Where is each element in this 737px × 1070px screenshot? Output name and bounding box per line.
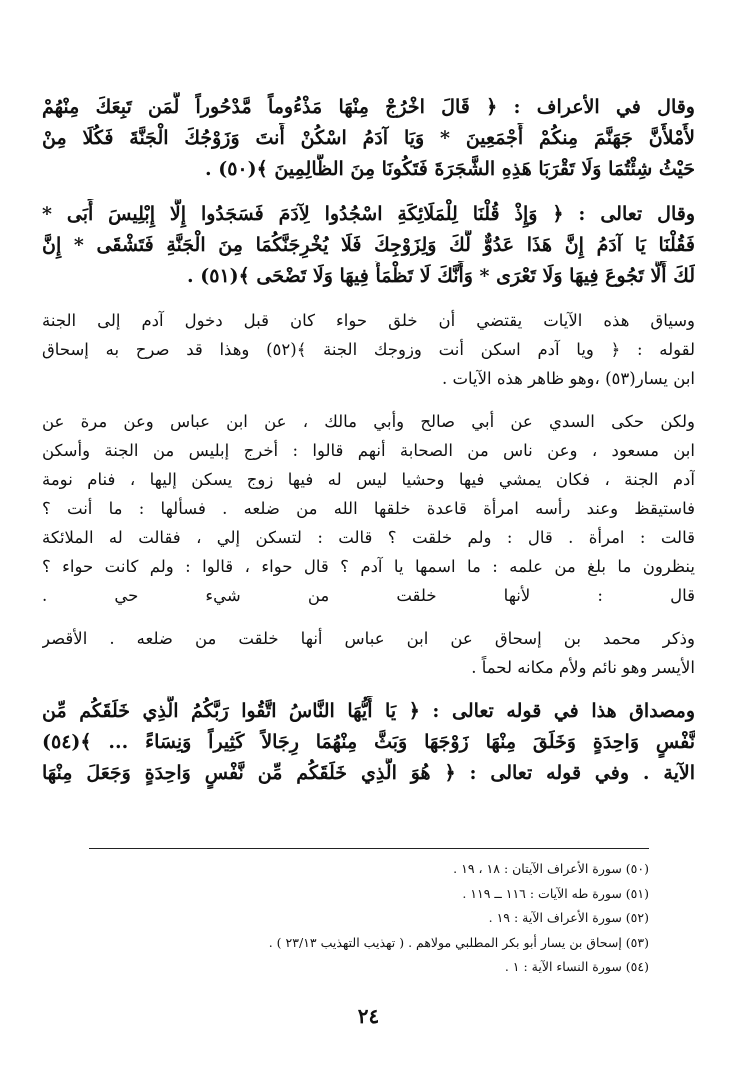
paragraph-context <box>42 306 695 393</box>
footnote: (٥١) سورة طه الآيات : ١١٦ ــ ١١٩ . <box>462 885 649 901</box>
paragraph-baqara <box>42 199 695 292</box>
footnote: (٥٢) سورة الأعراف الآية : ١٩ . <box>488 910 649 925</box>
text-line: الآية . وفي قوله تعالى : ﴿ هُوَ الَّذِي خَلَقَكُم مِّن نَّفْسٍ وَاحِدَةٍ وَجَعَلَ مِنْهَا <box>42 762 695 784</box>
text-line: ينظرون ما بلغ من علمه : ما اسمها يا آدم ؟ قال حواء ، قالوا : ولم كانت حواء ؟ <box>42 557 695 576</box>
text-line: ابن مسعود ، وعن ناس من الصحابة أنهم قالوا : أخرج إبليس من الجنة وأسكن <box>42 441 695 460</box>
paragraph-ibn-ishaq <box>42 624 695 682</box>
text-line: ابن يسار(٥٣) ،وهو ظاهر هذه الآيات . <box>441 369 695 388</box>
footnote: (٥٤) سورة النساء الآية : ١ . <box>504 959 649 974</box>
text-line: لَكَ أَلَّا تَجُوعَ فِيهَا وَلَا تَعْرَى * وَأَنَّكَ لَا تَظْمَأُ فِيهَا وَلَا تَضْحَى ﴾(٥١) . <box>187 265 695 287</box>
footnote: (٥٠) سورة الأعراف الآيتان : ١٨ ، ١٩ . <box>453 861 649 876</box>
text-line: حَيْثُ شِئْتُمَا وَلَا تَقْرَبَا هَذِهِ الشَّجَرَةَ فَتَكُونَا مِنَ الظَّالِمِينَ ﴾(٥٠) . <box>204 158 695 180</box>
text-line: وقال تعالى : ﴿ وَإِذْ قُلْنَا لِلْمَلَائِكَةِ اسْجُدُوا لِآدَمَ فَسَجَدُوا إِلَّا إِبْلِيسَ أَبَى * <box>42 203 695 225</box>
text-line: وقال في الأعراف : ﴿ قَالَ اخْرُجْ مِنْهَا مَذْءُوماً مَّدْحُوراً لَّمَن تَبِعَكَ مِنْهُمْ <box>42 96 695 118</box>
text-line: لقوله : ﴿ ويا آدم اسكن أنت وزوجك الجنة ﴾(٥٢) وهذا قد صرح به إسحاق <box>42 340 695 359</box>
footnote: (٥٣) إسحاق بن يسار أبو بكر المطلبي مولاهم . ( تهذيب التهذيب ٢٣/١٣ ) . <box>268 934 649 950</box>
paragraph-nisa <box>42 696 695 789</box>
text-line: لأَمْلأَنَّ جَهَنَّمَ مِنكُمْ أَجْمَعِينَ * وَيَا آدَمُ اسْكُنْ أَنتَ وَزَوْجُكَ الْجَنَّةَ فَكُلَا مِنْ <box>42 127 695 149</box>
paragraph-araf <box>42 92 695 185</box>
text-line: ولكن حكى السدي عن أبي صالح وأبي مالك ، عن ابن عباس وعن مرة عن <box>42 412 695 431</box>
text-line: ومصداق هذا في قوله تعالى : ﴿ يَا أَيُّهَا النَّاسُ اتَّقُوا رَبَّكُمُ الَّذِي خَلَقَكُم مِّن <box>42 700 695 722</box>
paragraph-suddi <box>42 407 695 610</box>
text-line: وذكر محمد بن إسحاق عن ابن عباس أنها خلقت من ضلعه . الأقصر <box>42 629 695 648</box>
text-line: فَقُلْنَا يَا آدَمُ إِنَّ هَذَا عَدُوٌّ لَّكَ وَلِزَوْجِكَ فَلَا يُخْرِجَنَّكُمَا مِنَ الْجَنَّةِ فَتَشْقَى * إِنَّ <box>42 234 695 256</box>
text-line: الأيسر وهو نائم ولأم مكانه لحماً . <box>471 658 695 677</box>
text-line: آدم الجنة ، فكان يمشي فيها وحشيا ليس له فيها زوج يسكن إليها ، فنام نومة <box>42 470 695 489</box>
text-line: نَّفْسٍ وَاحِدَةٍ وَخَلَقَ مِنْهَا زَوْجَهَا وَبَثَّ مِنْهُمَا رِجَالاً كَثِيراً وَنِسَاءً ... ﴾(٥٤) <box>42 731 695 753</box>
text-line: قالت : امرأة . قال : ولم خلقت ؟ قالت : لتسكن إلي ، فقالت له الملائكة <box>42 528 695 547</box>
page-number: ٢٤ <box>357 1004 380 1028</box>
text-line: وسياق هذه الآيات يقتضي أن خلق حواء كان قبل دخول آدم إلى الجنة <box>42 311 695 330</box>
text-line: فاستيقظ وعند رأسه امرأة قاعدة خلقها الله من ضلعه . فسألها : ما أنت ؟ <box>42 499 695 518</box>
footnotes <box>89 848 649 980</box>
text-line: قال : لأنها خلقت من شيء حي . <box>42 586 695 605</box>
